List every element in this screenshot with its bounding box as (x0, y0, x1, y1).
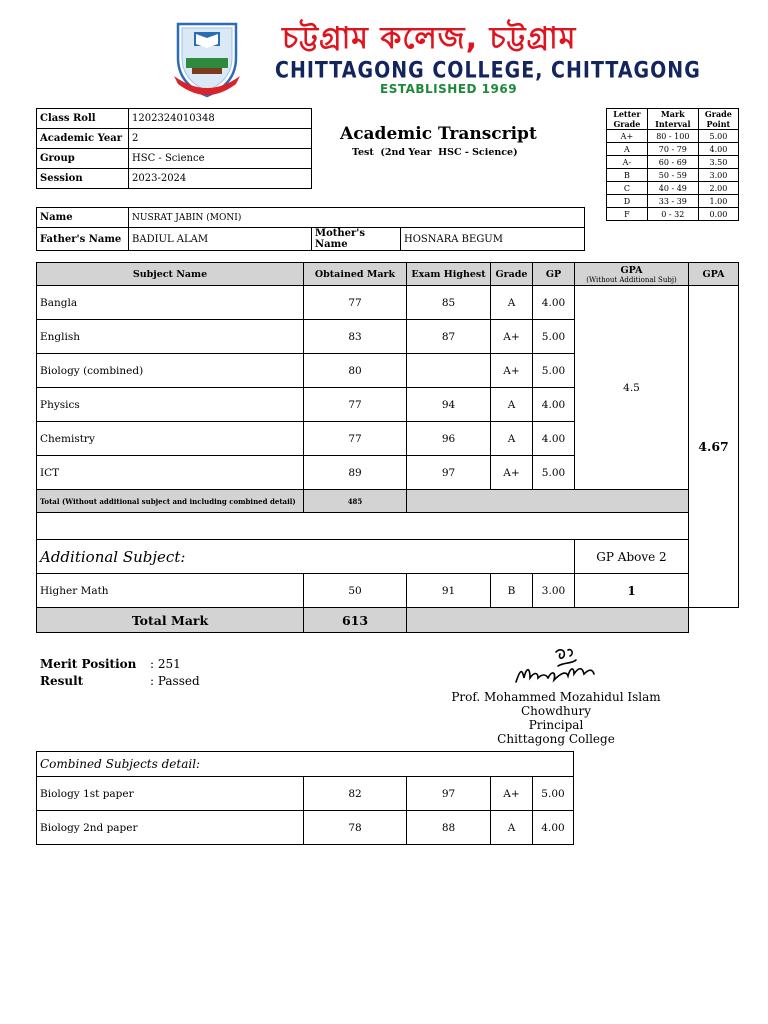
table-row: Physics 77 94 A 4.00 (37, 388, 739, 422)
total-value: 485 (304, 490, 407, 513)
merit-value: : 251 (150, 657, 181, 671)
total-mark-value: 613 (304, 608, 407, 633)
document-subtitle: Test (2nd Year HSC - Science) (352, 147, 518, 158)
name-value: NUSRAT JABIN (MONI) (129, 208, 585, 228)
total-label: Total (Without additional subject and including combined detail) (37, 490, 304, 513)
col-gp: GP (533, 263, 575, 286)
table-row: Biology (combined) 80 A+ 5.00 (37, 354, 739, 388)
table-row: Biology 1st paper 82 97 A+ 5.00 (37, 777, 574, 811)
established-year: ESTABLISHED 1969 (380, 82, 518, 96)
scale-row: D 33 - 39 1.00 (607, 195, 739, 208)
additional-subject-heading: Additional Subject: (37, 540, 575, 574)
mother-name-label: Mother's Name (312, 228, 401, 251)
table-row: English 83 87 A+ 5.00 (37, 320, 739, 354)
total-mark-label: Total Mark (37, 608, 304, 633)
col-gpa-without-additional: GPA (Without Additional Subj) (575, 263, 689, 286)
scale-header-letter: Letter Grade (607, 109, 648, 130)
total-row (37, 490, 739, 513)
scale-row: A+ 80 - 100 5.00 (607, 130, 739, 143)
result-label: Result (40, 674, 84, 688)
scale-row: F 0 - 32 0.00 (607, 208, 739, 221)
gpa-without-additional-value: 4.5 (575, 286, 689, 490)
father-name-value: BADIUL ALAM (129, 228, 312, 251)
signatory-block (418, 690, 694, 746)
name-label: Name (37, 208, 129, 228)
table-row: Bangla 77 85 A 4.00 4.5 4.67 (37, 286, 739, 320)
session-value: 2023-2024 (129, 169, 312, 189)
student-info-table (36, 108, 312, 189)
college-name-bengali: চট্টগ্রাম কলেজ, চট্টগ্রাম (282, 21, 577, 56)
col-obtained: Obtained Mark (304, 263, 407, 286)
col-subject: Subject Name (37, 263, 304, 286)
signatory-title: Principal (528, 718, 584, 732)
combined-subjects-table (36, 751, 574, 845)
merit-label: Merit Position (40, 657, 137, 671)
results-table (36, 262, 739, 633)
college-name-english: CHITTAGONG COLLEGE, CHITTAGONG (275, 58, 701, 84)
scale-row: A- 60 - 69 3.50 (607, 156, 739, 169)
college-logo (172, 18, 242, 100)
document-title: Academic Transcript (340, 124, 537, 144)
signatory-org: Chittagong College (497, 732, 615, 746)
scale-header-mark: Mark Interval (647, 109, 698, 130)
scale-header-point: Grade Point (698, 109, 738, 130)
parent-info-table (36, 207, 585, 251)
grade-scale-table (606, 108, 739, 221)
group-label: Group (37, 149, 129, 169)
father-name-label: Father's Name (37, 228, 129, 251)
gp-above-label: GP Above 2 (575, 540, 689, 574)
table-row: ICT 89 97 A+ 5.00 (37, 456, 739, 490)
group-value: HSC - Science (129, 149, 312, 169)
academic-year-value: 2 (129, 129, 312, 149)
additional-subject-row: Higher Math 50 91 B 3.00 1 (37, 574, 739, 608)
table-row: Chemistry 77 96 A 4.00 (37, 422, 739, 456)
total-mark-row (37, 608, 739, 633)
combined-heading: Combined Subjects detail: (37, 752, 574, 777)
gp-above-value: 1 (575, 574, 689, 608)
result-value: : Passed (150, 674, 200, 688)
additional-header-row (37, 540, 739, 574)
col-highest: Exam Highest (407, 263, 491, 286)
scale-row: C 40 - 49 2.00 (607, 182, 739, 195)
col-gpa: GPA (689, 263, 739, 286)
academic-year-label: Academic Year (37, 129, 129, 149)
summary-block (40, 656, 200, 690)
gpa-value: 4.67 (689, 286, 739, 608)
class-roll-label: Class Roll (37, 109, 129, 129)
class-roll-value: 1202324010348 (129, 109, 312, 129)
signature (512, 644, 598, 688)
table-row: Biology 2nd paper 78 88 A 4.00 (37, 811, 574, 845)
mother-name-value: HOSNARA BEGUM (401, 228, 585, 251)
scale-row: B 50 - 59 3.00 (607, 169, 739, 182)
session-label: Session (37, 169, 129, 189)
col-grade: Grade (491, 263, 533, 286)
signatory-name: Prof. Mohammed Mozahidul Islam Chowdhury (451, 690, 661, 718)
scale-row: A 70 - 79 4.00 (607, 143, 739, 156)
